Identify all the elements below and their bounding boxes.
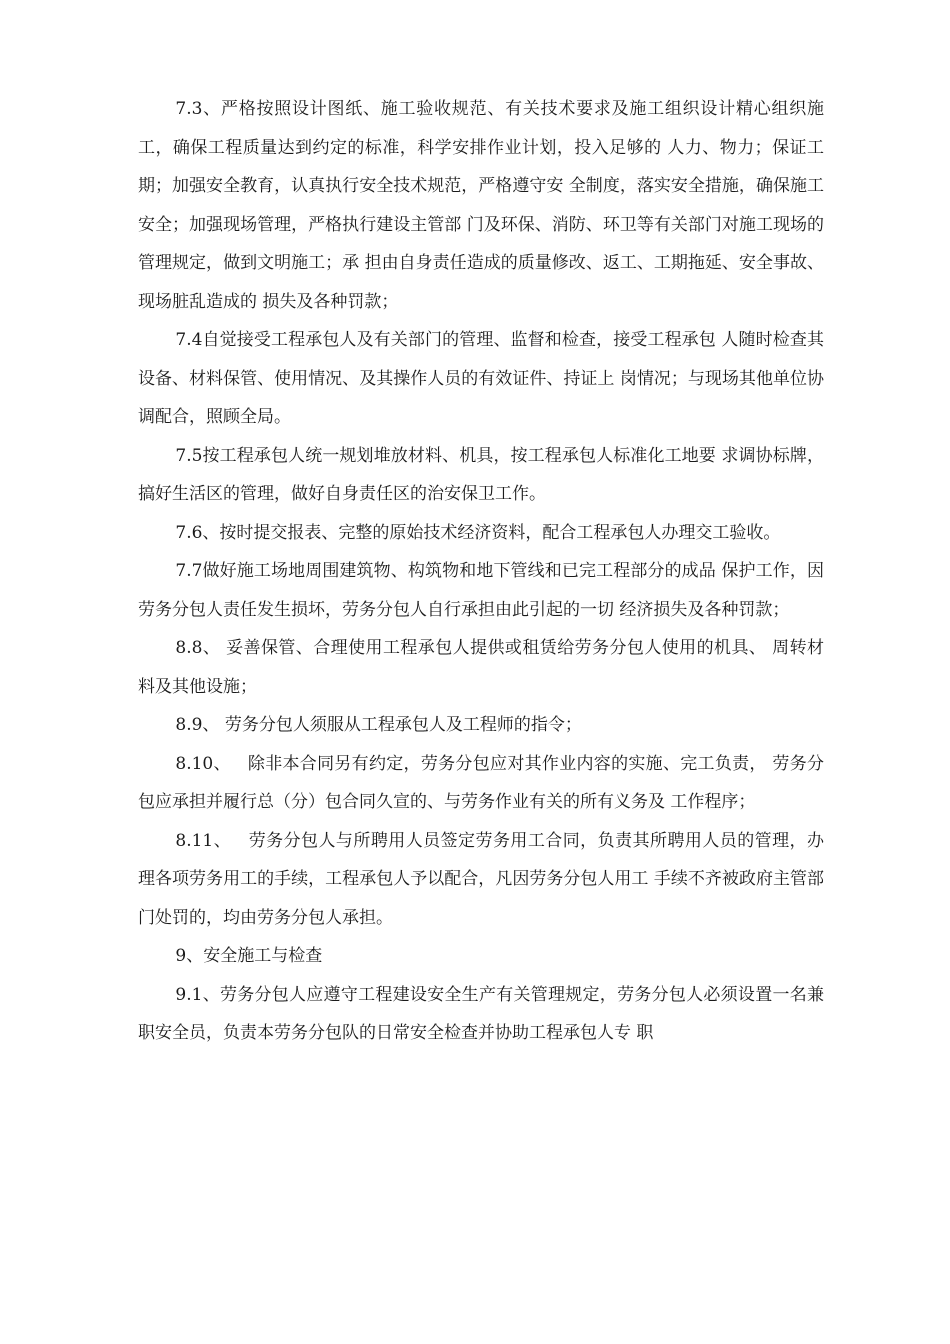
document-body xyxy=(138,90,824,1053)
paragraph-8-9: 8.9、 劳务分包人须服从工程承包人及工程师的指令； xyxy=(175,715,582,735)
paragraph-7-6: 7.6、按时提交报表、完整的原始技术经济资料，配合工程承包人办理交工验收。 xyxy=(175,522,781,543)
paragraph-7-3: 7.3、严格按照设计图纸、施工验收规范、有关技术要求及施工组织设计精心组织施工，确保工程质量达到约定的标准，科学安排作业计划，投入足够的 人力、物力；保证工期；加强安全教育，认真执行安全技术规范，严格遵守安 全制度，落实安全措施，确保施工安全；加强现场管理，严格执行建设主管部 门及环保、消防、环卫等有关部门对施工现场的管理规定，做到文明施工；承 担由自身责任造成的质量修改、返工、工期拖延、安全事故、现场脏乱造成的 损失及各种罚款； xyxy=(138,99,824,312)
paragraph-8-10: 8.10、 除非本合同另有约定，劳务分包应对其作业内容的实施、完工负责， 劳务分包应承担并履行总（分）包合同久宣的、与劳务作业有关的所有义务及 工作程序； xyxy=(138,753,824,812)
paragraph-7-4: 7.4自觉接受工程承包人及有关部门的管理、监督和检查，接受工程承包 人随时检查其设备、材料保管、使用情况、及其操作人员的有效证件、持证上 岗情况；与现场其他单位协调配合，照顾全局。 xyxy=(138,330,824,427)
paragraph-8-11: 8.11、 劳务分包人与所聘用人员签定劳务用工合同，负责其所聘用人员的管理，办理各项劳务用工的手续，工程承包人予以配合，凡因劳务分包人用工 手续不齐被政府主管部门处罚的，均由劳务分包人承担。 xyxy=(138,830,824,928)
paragraph-7-7: 7.7做好施工场地周围建筑物、构筑物和地下管线和已完工程部分的成品 保护工作，因劳务分包人责任发生损坏，劳务分包人自行承担由此引起的一切 经济损失及各种罚款； xyxy=(138,561,824,620)
paragraph-9-1: 9.1、劳务分包人应遵守工程建设安全生产有关管理规定，劳务分包人必须设置一名兼职安全员，负责本劳务分包队的日常安全检查并协助工程承包人专 职 xyxy=(138,984,824,1043)
paragraph-7-5: 7.5按工程承包人统一规划堆放材料、机具，按工程承包人标准化工地要 求调协标牌，搞好生活区的管理，做好自身责任区的治安保卫工作。 xyxy=(138,445,824,504)
paragraph-8-8: 8.8、 妥善保管、合理使用工程承包人提供或租赁给劳务分包人使用的机具、 周转材料及其他设施； xyxy=(138,638,824,697)
section-heading-9: 9、安全施工与检查 xyxy=(175,946,323,966)
